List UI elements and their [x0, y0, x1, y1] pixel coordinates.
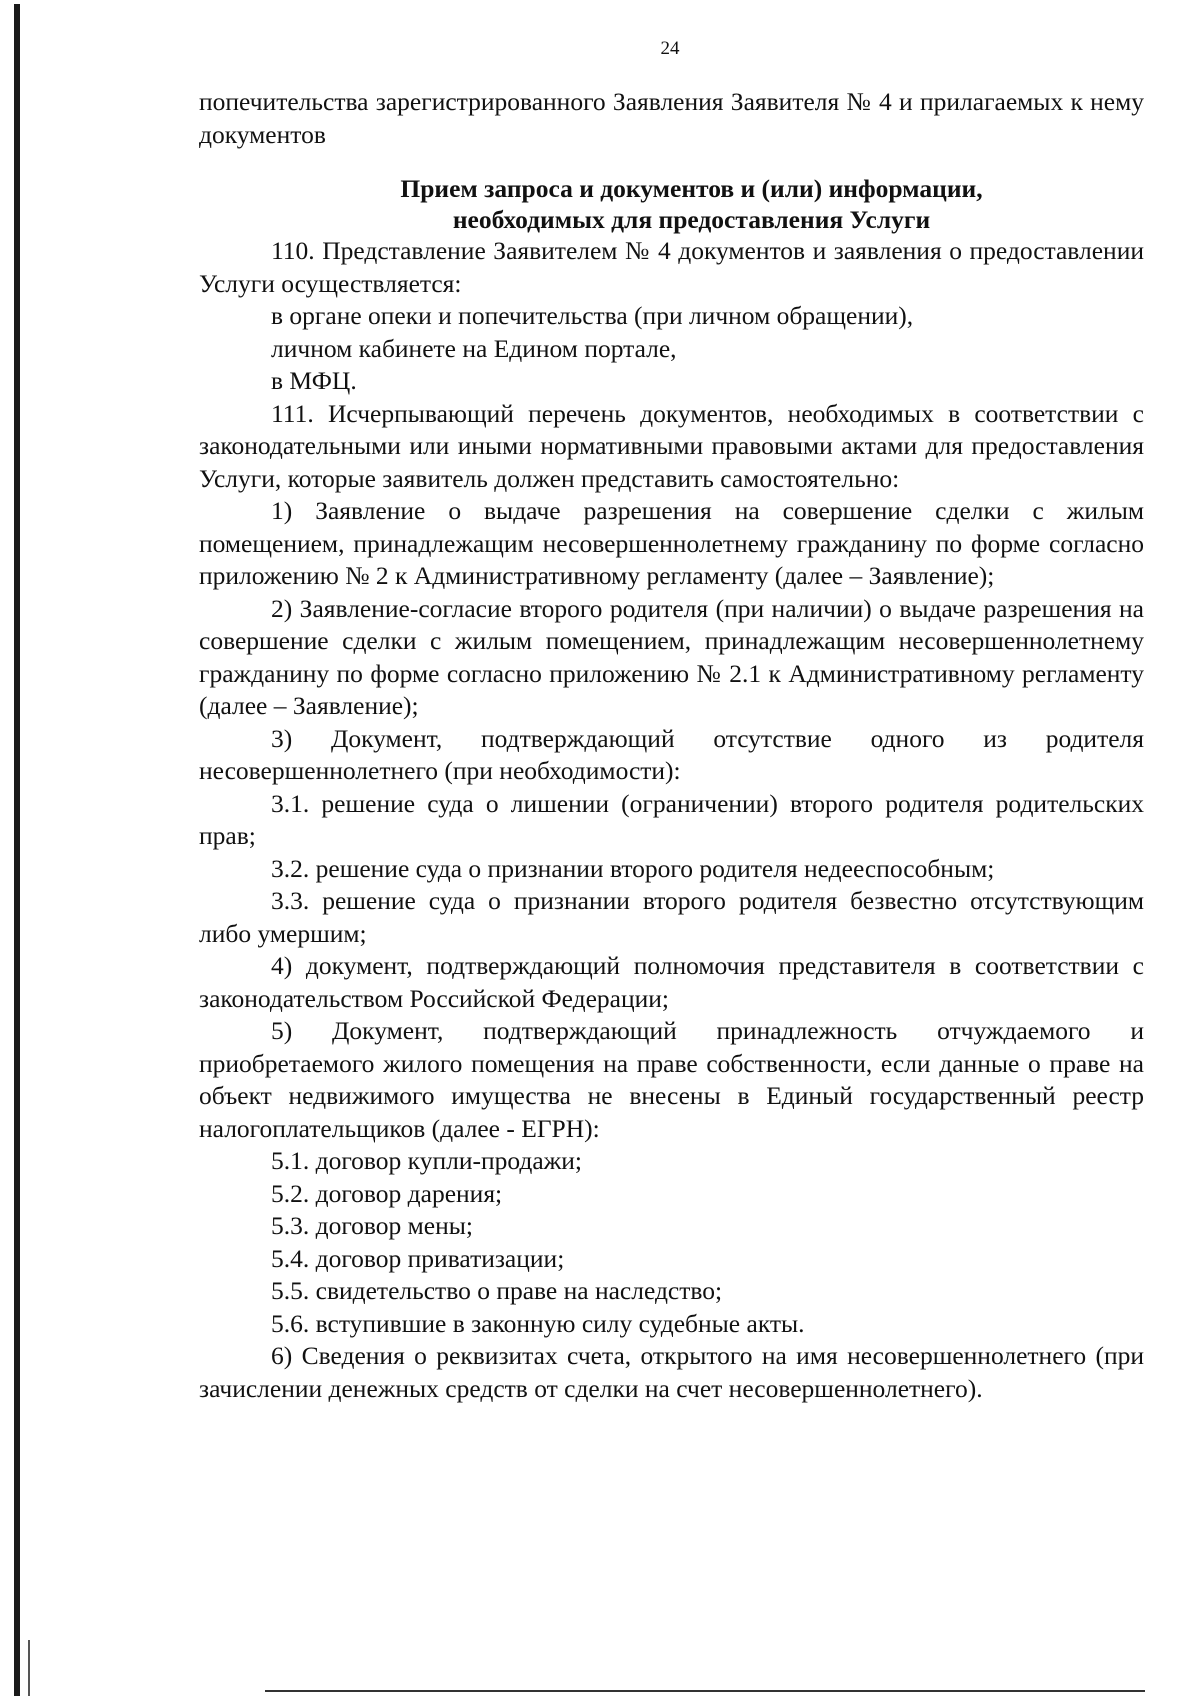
- scan-edge-mark: [14, 4, 20, 1696]
- document-body: [199, 86, 1144, 1405]
- list-item-5-2: 5.2. договор дарения;: [271, 1178, 503, 1208]
- page-bottom-rule: [265, 1690, 1145, 1692]
- page-number: 24: [660, 38, 680, 59]
- scan-edge-mark-secondary: [28, 1640, 30, 1696]
- list-item-5-4: 5.4. договор приватизации;: [271, 1243, 565, 1273]
- section-heading: [199, 173, 1144, 235]
- paragraph-111: 111. Исчерпывающий перечень документов, необходимых в соответствии с законодательными или иными нормативными правовыми актами для предоставления Услуги, которые заявитель должен представить самостоятельно:: [199, 398, 1144, 493]
- list-item-5-5: 5.5. свидетельство о праве на наследство;: [271, 1276, 723, 1305]
- list-item-3: 3) Документ, подтверждающий отсутствие одного из родителя несовершеннолетнего (при необходимости):: [199, 723, 1144, 785]
- list-item-3-1: 3.1. решение суда о лишении (ограничении) второго родителя родительских прав;: [199, 788, 1144, 850]
- list-item-110-2: личном кабинете на Едином портале,: [271, 333, 677, 363]
- paragraph-110: 110. Представление Заявителем № 4 документов и заявления о предоставлении Услуги осуществляется:: [199, 236, 1144, 298]
- list-item-3-2: 3.2. решение суда о признании второго родителя недееспособным;: [271, 853, 995, 883]
- list-item-5-6: 5.6. вступившие в законную силу судебные акты.: [271, 1308, 805, 1338]
- intro-paragraph: попечительства зарегистрированного Заявления Заявителя № 4 и прилагаемых к нему документов: [199, 87, 1144, 149]
- section-heading-line-1: Прием запроса и документов и (или) информации,: [400, 174, 983, 203]
- section-heading-line-2: необходимых для предоставления Услуги: [452, 205, 931, 234]
- list-item-6: 6) Сведения о реквизитах счета, открытого на имя несовершеннолетнего (при зачислении денежных средств от сделки на счет несовершеннолетнего).: [199, 1341, 1144, 1403]
- list-item-2: 2) Заявление-согласие второго родителя (при наличии) о выдаче разрешения на совершение сделки с жилым помещением, принадлежащим несовершеннолетнему гражданину по форме согласно приложению № 2.1 к Административному регламенту (далее – Заявление);: [199, 593, 1144, 720]
- list-item-5-1: 5.1. договор купли-продажи;: [271, 1146, 583, 1175]
- list-item-4: 4) документ, подтверждающий полномочия представителя в соответствии с законодательством Российской Федерации;: [199, 951, 1144, 1013]
- list-item-5: 5) Документ, подтверждающий принадлежность отчуждаемого и приобретаемого жилого помещения на праве собственности, если данные о праве на объект недвижимого имущества не внесены в Единый государственный реестр налогоплательщиков (далее - ЕГРН):: [199, 1016, 1144, 1143]
- list-item-1: 1) Заявление о выдаче разрешения на совершение сделки с жилым помещением, принадлежащим несовершеннолетнему гражданину по форме согласно приложению № 2 к Административному регламенту (далее – Заявление);: [199, 496, 1144, 590]
- list-item-110-3: в МФЦ.: [271, 366, 357, 395]
- list-item-5-3: 5.3. договор мены;: [271, 1211, 473, 1240]
- list-item-3-3: 3.3. решение суда о признании второго родителя безвестно отсутствующим либо умершим;: [199, 886, 1144, 948]
- list-item-110-1: в органе опеки и попечительства (при личном обращении),: [271, 301, 914, 330]
